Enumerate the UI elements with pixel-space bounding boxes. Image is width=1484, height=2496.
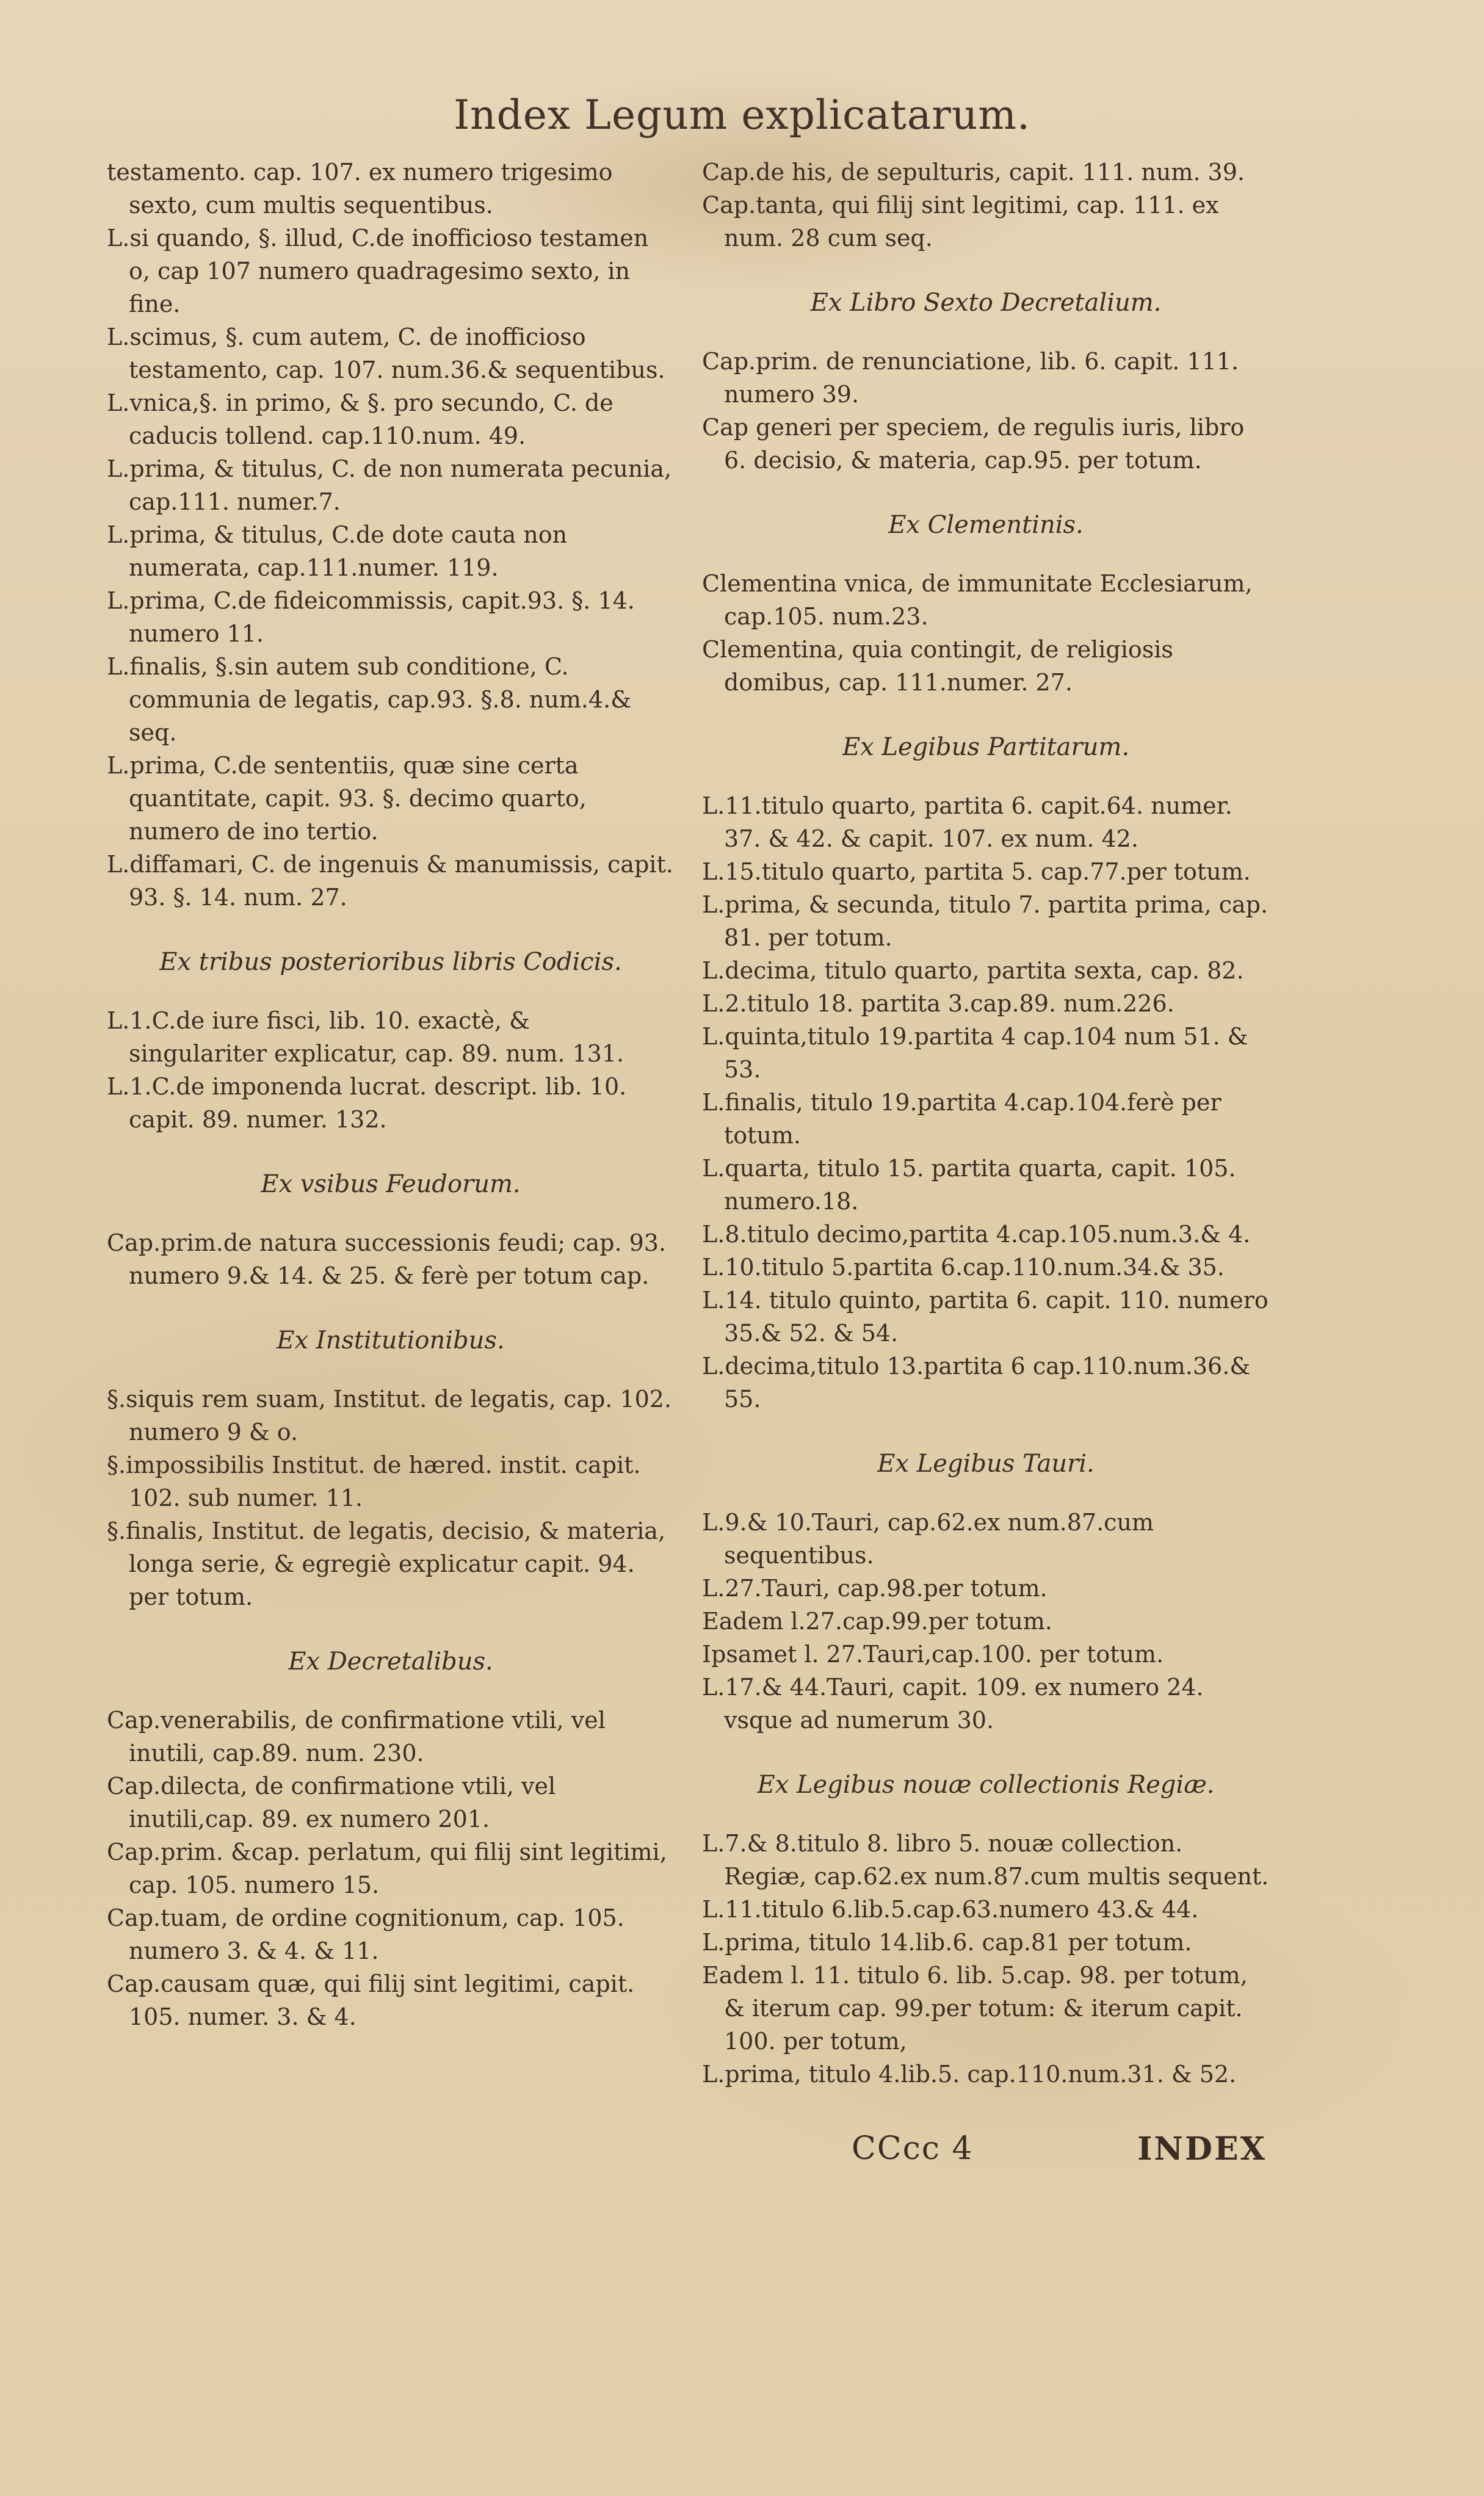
index-entry: L.si quando, §. illud, C.de inofficioso testamen o, cap 107 numero quadragesimo sexto, in fine. [107,225,649,317]
index-entry: Clementina, quia contingit, de religiosis domibus, cap. 111.numer. 27. [702,636,1173,696]
index-entry: Cap.tuam, de ordine cognitionum, cap. 105. numero 3. & 4. & 11. [107,1905,624,1964]
section-heading: Ex Libro Sexto Decretalium. [810,289,1162,317]
page-title: Index Legum explicatarum. [454,92,1030,139]
index-entry: L.1.C.de iure fisci, lib. 10. exactè, & singulariter explicatur, cap. 89. num. 131. [107,1007,624,1067]
index-entry: L.27.Tauri, cap.98.per totum. [702,1575,1048,1602]
index-entry: Cap.prim.de natura successionis feudi; cap. 93. numero 9.& 14. & 25. & ferè per totum cap. [107,1229,667,1289]
index-entry: L.prima, titulo 4.lib.5. cap.110.num.31. & 52. [702,2061,1237,2088]
section-heading: Ex Decretalibus. [288,1648,493,1676]
index-entry: Eadem l. 11. titulo 6. lib. 5.cap. 98. per totum, & iterum cap. 99.per totum: & iterum capit. 100. per totum, [702,1962,1248,2055]
index-entry: L.vnica,§. in primo, & §. pro secundo, C. de caducis tollend. cap.110.num. 49. [107,389,614,449]
index-entry: L.finalis, §.sin autem sub conditione, C. communia de legatis, cap.93. §.8. num.4.& seq. [107,653,632,746]
index-entry: L.11.titulo quarto, partita 6. capit.64. numer. 37. & 42. & capit. 107. ex num. 42. [702,792,1232,852]
index-entry: L.15.titulo quarto, partita 5. cap.77.per totum. [702,858,1251,885]
index-entry: L.prima, C.de sententiis, quæ sine certa quantitate, capit. 93. §. decimo quarto, numero de ino tertio. [107,752,587,845]
index-entry: Cap.dilecta, de confirmatione vtili, vel inutili,cap. 89. ex numero 201. [107,1773,556,1832]
index-entry: §.finalis, Institut. de legatis, decisio, & materia, longa serie, & egregiè explicatur capit. 94. per totum. [107,1517,666,1610]
index-entry: L.finalis, titulo 19.partita 4.cap.104.ferè per totum. [702,1089,1222,1149]
index-entry: L.prima, C.de fideicommissis, capit.93. §. 14. numero 11. [107,587,635,647]
index-entry: L.1.C.de imponenda lucrat. descript. lib. 10. capit. 89. numer. 132. [107,1073,627,1133]
index-entry: Cap.prim. &cap. perlatum, qui filij sint legitimi, cap. 105. numero 15. [107,1839,667,1898]
section-heading: Ex Legibus Partitarum. [842,733,1130,761]
index-entry: L.diffamari, C. de ingenuis & manumissis, capit. 93. §. 14. num. 27. [107,851,673,911]
section-heading: Ex vsibus Feudorum. [261,1170,521,1198]
index-entry: L.prima, & titulus, C.de dote cauta non numerata, cap.111.numer. 119. [107,521,568,581]
left-column [107,156,675,2033]
index-entry: Cap generi per speciem, de regulis iuris, libro 6. decisio, & materia, cap.95. per totum. [702,414,1245,474]
catchword: INDEX [1137,2130,1267,2168]
index-entry: Clementina vnica, de immunitate Ecclesiarum, cap.105. num.23. [702,570,1253,630]
index-entry: L.17.& 44.Tauri, capit. 109. ex numero 24. vsque ad numerum 30. [702,1674,1204,1734]
index-entry: L.2.titulo 18. partita 3.cap.89. num.226. [702,990,1175,1017]
index-entry: L.prima, & secunda, titulo 7. partita prima, cap. 81. per totum. [702,891,1269,951]
index-entry: L.11.titulo 6.lib.5.cap.63.numero 43.& 44. [702,1896,1199,1923]
index-entry: Cap.de his, de sepulturis, capit. 111. num. 39. [702,159,1245,186]
page-footer [852,2130,1267,2173]
index-entry: L.decima, titulo quarto, partita sexta, cap. 82. [702,957,1244,984]
index-entry: testamento. cap. 107. ex numero trigesimo sexto, cum multis sequentibus. [107,159,613,219]
signature-mark: CCcc 4 [852,2130,974,2167]
index-entry: Cap.prim. de renunciatione, lib. 6. capit. 111. numero 39. [702,348,1239,408]
right-column [702,156,1270,2091]
section-heading: Ex Clementinis. [888,511,1084,539]
index-entry: L.prima, titulo 14.lib.6. cap.81 per totum. [702,1929,1192,1956]
index-entry: L.7.& 8.titulo 8. libro 5. nouæ collection. Regiæ, cap.62.ex num.87.cum multis sequent. [702,1830,1269,1890]
index-entry: Ipsamet l. 27.Tauri,cap.100. per totum. [702,1641,1164,1668]
index-entry: L.14. titulo quinto, partita 6. capit. 110. numero 35.& 52. & 54. [702,1287,1269,1347]
section-heading: Ex Legibus nouæ collectionis Regiæ. [757,1771,1215,1799]
index-entry: §.impossibilis Institut. de hæred. instit. capit. 102. sub numer. 11. [107,1452,641,1511]
index-entry: L.8.titulo decimo,partita 4.cap.105.num.3.& 4. [702,1221,1251,1248]
section-heading: Ex Institutionibus. [277,1326,505,1355]
index-entry: L.quarta, titulo 15. partita quarta, capit. 105. numero.18. [702,1155,1236,1215]
index-entry: L.scimus, §. cum autem, C. de inofficioso testamento, cap. 107. num.36.& sequentibus. [107,324,665,383]
index-entry: §.siquis rem suam, Institut. de legatis, cap. 102. numero 9 & o. [107,1386,672,1445]
index-entry: Cap.tanta, qui filij sint legitimi, cap. 111. ex num. 28 cum seq. [702,192,1219,251]
section-heading: Ex tribus posterioribus libris Codicis. [159,948,622,976]
index-entry: L.quinta,titulo 19.partita 4 cap.104 num 51. & 53. [702,1023,1248,1083]
index-entry: L.prima, & titulus, C. de non numerata pecunia, cap.111. numer.7. [107,455,672,515]
index-entry: Cap.venerabilis, de confirmatione vtili, vel inutili, cap.89. num. 230. [107,1707,606,1767]
index-entry: Cap.causam quæ, qui filij sint legitimi, capit. 105. numer. 3. & 4. [107,1970,635,2030]
section-heading: Ex Legibus Tauri. [877,1450,1095,1478]
index-entry: Eadem l.27.cap.99.per totum. [702,1608,1052,1635]
index-entry: L.decima,titulo 13.partita 6 cap.110.num.36.& 55. [702,1353,1251,1413]
index-entry: L.10.titulo 5.partita 6.cap.110.num.34.& 35. [702,1254,1225,1281]
index-entry: L.9.& 10.Tauri, cap.62.ex num.87.cum sequentibus. [702,1509,1154,1569]
